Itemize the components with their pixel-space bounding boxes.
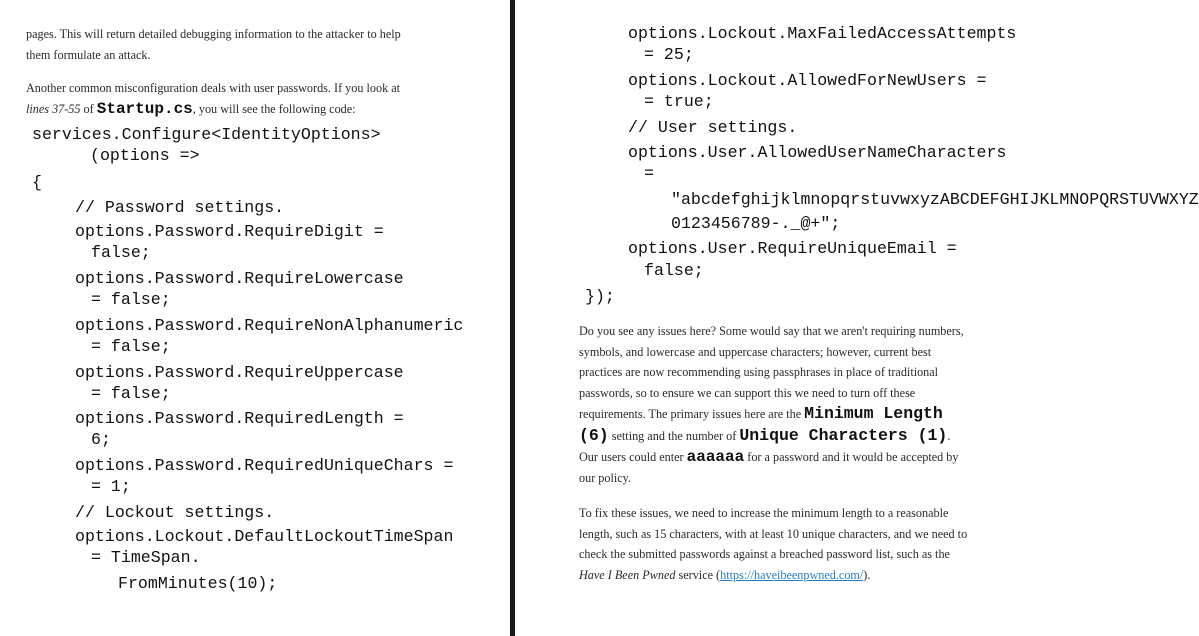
code-line: options.User.AllowedUserNameCharacters <box>628 143 1007 162</box>
code-line: options.User.RequireUniqueEmail = <box>628 239 957 258</box>
prose-line: To fix these issues, we need to increase the minimum length to a reasonable <box>579 506 949 520</box>
prose-text: ). <box>863 567 871 582</box>
example-password-code: aaaaaa <box>686 448 745 466</box>
prose-line-with-ref <box>26 99 486 120</box>
haveibeenpwned-link[interactable]: https://haveibeenpwned.com/ <box>720 567 864 582</box>
code-comment: // User settings. <box>628 118 798 137</box>
code-string: "abcdefghijklmnopqrstuvwxyzABCDEFGHIJKLMNOPQRSTUVWXYZ <box>671 190 1199 209</box>
code-block-left <box>32 124 510 604</box>
code-line: options.Password.RequireUppercase <box>75 363 404 382</box>
code-line: false; <box>91 243 151 262</box>
prose-text: . <box>947 429 951 443</box>
prose-line: symbols, and lowercase and uppercase characters; however, current best <box>579 344 932 359</box>
code-line: options.Password.RequireNonAlphanumeric <box>75 316 464 335</box>
prose-text: Our users could enter <box>579 450 687 464</box>
prose-text: for a password and it would be accepted by <box>744 450 959 464</box>
code-line: (options => <box>90 146 200 165</box>
prose-line: length, such as 15 characters, with at least 10 unique characters, and we need to <box>579 526 968 541</box>
code-string: 0123456789-._@+"; <box>671 214 841 233</box>
prose-line <box>579 425 1009 447</box>
unique-chars-code: Unique Characters (1) <box>739 426 948 445</box>
prose-text: of <box>80 101 97 116</box>
code-line: = true; <box>644 92 714 111</box>
code-line: { <box>32 173 42 192</box>
misconfig-paragraph <box>26 78 486 119</box>
prose-line: passwords, so to ensure we can support this we need to turn off these <box>579 385 916 400</box>
prose-line: Do you see any issues here? Some would say that we aren't requiring numbers, <box>579 324 964 338</box>
code-line: = 1; <box>91 477 131 496</box>
code-line: false; <box>644 261 704 280</box>
code-line: options.Lockout.DefaultLockoutTimeSpan <box>75 527 454 546</box>
code-line: = 25; <box>644 45 694 64</box>
prose-line: them formulate an attack. <box>26 47 151 62</box>
code-line: options.Lockout.MaxFailedAccessAttempts <box>628 24 1017 43</box>
prose-text: service ( <box>675 567 721 582</box>
code-block-right <box>515 23 1199 313</box>
prose-text: requirements. The primary issues here are the <box>579 407 805 421</box>
code-line: options.Password.RequireDigit = <box>75 222 384 241</box>
code-line: FromMinutes(10); <box>118 574 278 593</box>
code-line: options.Password.RequiredUniqueChars = <box>75 456 454 475</box>
code-comment: // Lockout settings. <box>75 503 275 522</box>
left-page <box>0 0 510 636</box>
code-line: options.Password.RequiredLength = <box>75 409 404 428</box>
prose-text: setting and the number of <box>608 429 740 443</box>
prose-line: pages. This will return detailed debugging information to the attacker to help <box>26 27 401 41</box>
code-line: = false; <box>91 384 171 403</box>
prose-text: , you will see the following code: <box>192 101 356 116</box>
code-line: = false; <box>91 290 171 309</box>
prose-line: Another common misconfiguration deals with user passwords. If you look at <box>26 81 401 95</box>
code-line: = TimeSpan. <box>91 548 201 567</box>
min-length-code: Minimum Length <box>804 404 943 423</box>
prose-line <box>579 447 1009 468</box>
code-comment: // Password settings. <box>75 198 285 217</box>
lines-reference: lines 37-55 <box>26 101 81 116</box>
intro-paragraph <box>26 24 486 65</box>
filename-code: Startup.cs <box>96 99 193 118</box>
prose-line: our policy. <box>579 470 632 485</box>
fix-paragraph <box>579 503 1019 585</box>
issues-paragraph <box>579 321 1009 488</box>
prose-line: practices are now recommending using passphrases in place of traditional <box>579 365 939 379</box>
min-length-value-code: (6) <box>579 426 609 445</box>
service-name: Have I Been Pwned <box>579 567 676 582</box>
prose-line <box>579 565 1019 586</box>
code-line: = <box>644 164 654 183</box>
code-line: services.Configure<IdentityOptions> <box>32 125 381 144</box>
code-line: options.Lockout.AllowedForNewUsers = <box>628 71 987 90</box>
code-line: options.Password.RequireLowercase <box>75 269 404 288</box>
prose-line: check the submitted passwords against a breached password list, such as the <box>579 547 950 561</box>
prose-line <box>579 403 1009 425</box>
code-line: = false; <box>91 337 171 356</box>
code-line: 6; <box>91 430 111 449</box>
code-line: }); <box>585 287 615 306</box>
right-page <box>515 0 1199 636</box>
